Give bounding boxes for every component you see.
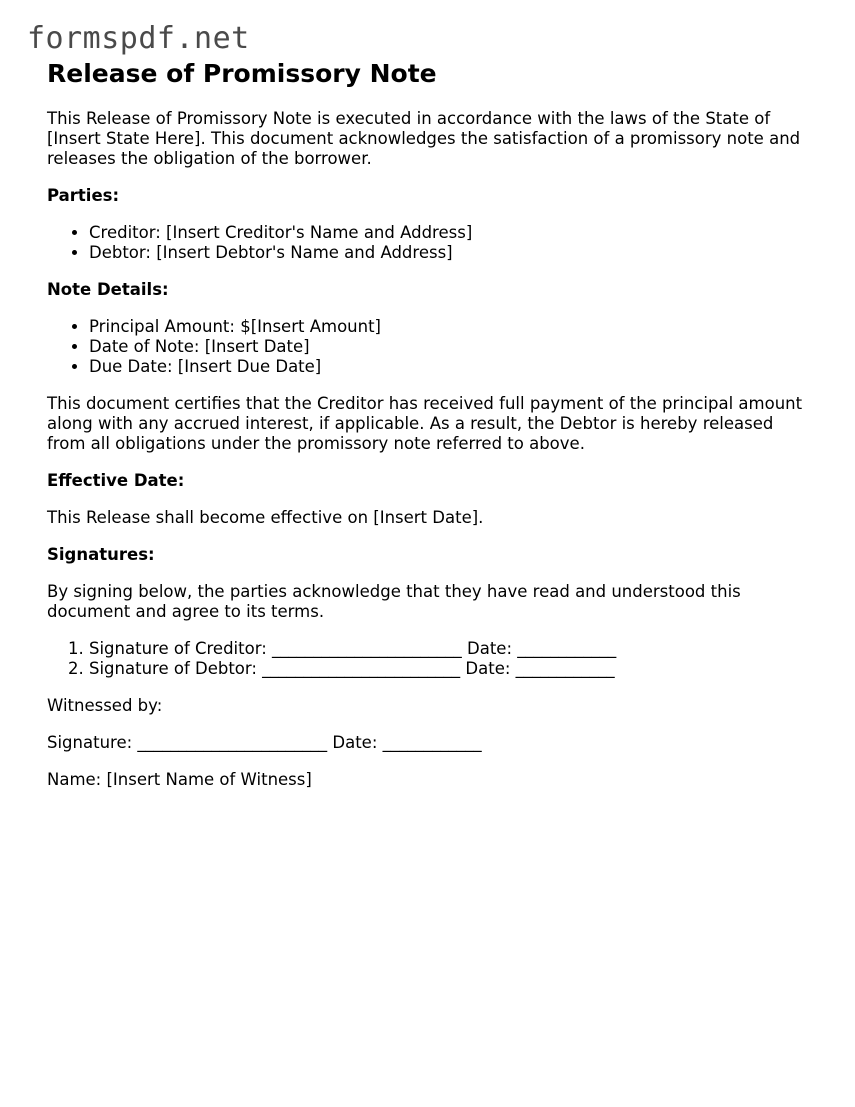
list-item: • Date of Note: [Insert Date] <box>89 337 807 357</box>
list-item: • Debtor: [Insert Debtor's Name and Address] <box>89 243 807 263</box>
witness-name-line: Name: [Insert Name of Witness] <box>47 770 312 789</box>
document-body <box>47 58 807 790</box>
parties-list <box>47 223 807 263</box>
parties-heading: Parties: <box>47 186 120 205</box>
signatures-list <box>47 639 807 679</box>
watermark: formspdf.net <box>27 21 250 56</box>
effective-date-text: This Release shall become effective on [Insert Date]. <box>47 508 484 527</box>
intro-paragraph: This Release of Promissory Note is executed in accordance with the laws of the State of [Insert State Here]. This document acknowledges the satisfaction of a promissory note and releases the obligation of the borrower. <box>47 109 801 168</box>
list-item: 1. Signature of Creditor: _______________________ Date: ____________ <box>89 639 807 659</box>
witnessed-by-label: Witnessed by: <box>47 696 163 715</box>
witness-signature-line: Signature: _______________________ Date: ____________ <box>47 733 482 752</box>
effective-date-heading: Effective Date: <box>47 471 185 490</box>
signatures-heading: Signatures: <box>47 545 155 564</box>
note-details-list <box>47 317 807 377</box>
list-item: • Due Date: [Insert Due Date] <box>89 357 807 377</box>
list-item: • Creditor: [Insert Creditor's Name and Address] <box>89 223 807 243</box>
document-title: Release of Promissory Note <box>47 59 437 88</box>
certification-paragraph: This document certifies that the Creditor has received full payment of the principal amount along with any accrued interest, if applicable. As a result, the Debtor is hereby released from all obligations under the promissory note referred to above. <box>47 394 803 453</box>
signatures-text: By signing below, the parties acknowledge that they have read and understood this document and agree to its terms. <box>47 582 741 621</box>
note-details-heading: Note Details: <box>47 280 169 299</box>
list-item: • Principal Amount: $[Insert Amount] <box>89 317 807 337</box>
list-item: 2. Signature of Debtor: ________________________ Date: ____________ <box>89 659 807 679</box>
